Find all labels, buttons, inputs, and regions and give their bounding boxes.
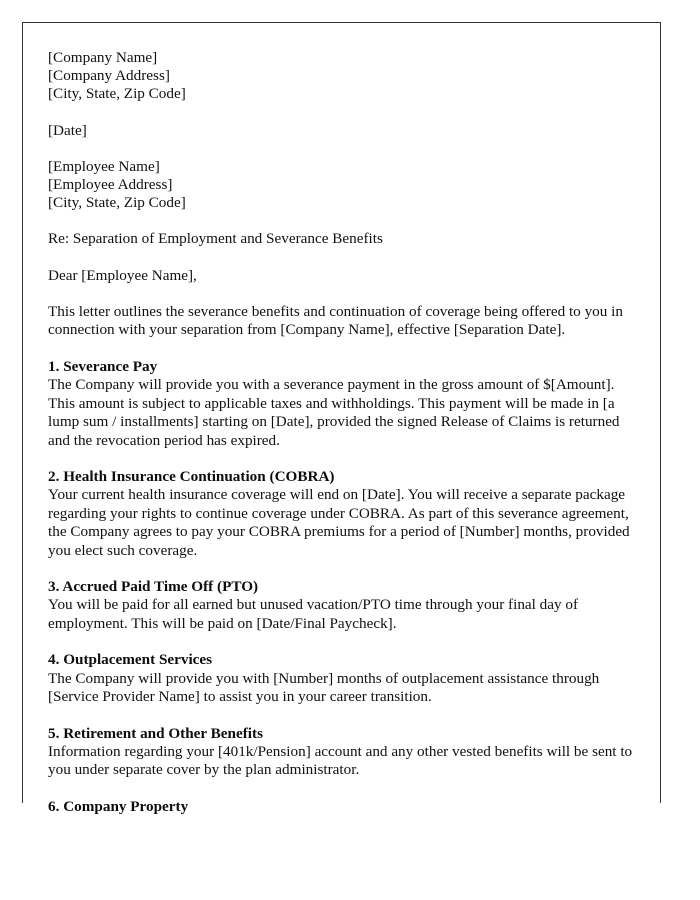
section-heading: 3. Accrued Paid Time Off (PTO) — [48, 578, 259, 596]
recipient-address-line-1: [Employee Name] — [48, 157, 160, 175]
section-body: You will be paid for all earned but unused vacation/PTO time through your final day of employment. This will be paid on [Date/Final Paycheck]. — [48, 596, 579, 632]
document-page — [22, 22, 661, 815]
intro-paragraph: This letter outlines the severance benefits and continuation of coverage being offered to you in connection with your separation from [Company Name], effective [Separation Date]. — [48, 302, 623, 339]
sender-address-line-2: [Company Address] — [48, 67, 170, 85]
section-heading: 2. Health Insurance Continuation (COBRA) — [48, 468, 335, 486]
section-retirement-benefits — [48, 725, 634, 780]
section-heading: 1. Severance Pay — [48, 358, 158, 376]
section-heading: 6. Company Property — [48, 797, 189, 815]
section-heading: 5. Retirement and Other Benefits — [48, 724, 263, 742]
subject-line: Re: Separation of Employment and Severance Benefits — [48, 230, 383, 248]
section-accrued-pto — [48, 578, 634, 633]
section-body: Information regarding your [401k/Pension] account and any other vested benefits will be sent to you under separate cover by the plan administrator. — [48, 742, 633, 779]
section-heading: 4. Outplacement Services — [48, 651, 213, 669]
recipient-address-line-3: [City, State, Zip Code] — [48, 194, 186, 212]
section-body: Your current health insurance coverage will end on [Date]. You will receive a separate package regarding your rights to continue coverage under COBRA. As part of this severance agreement, the Company agrees to pay your COBRA premiums for a period of [Number] months, provided you elect such coverage. — [48, 486, 630, 559]
section-severance-pay — [48, 358, 634, 450]
section-body: The Company will provide you with a severance payment in the gross amount of $[Amount]. This amount is subject to applicable taxes and withholdings. This payment will be made in [a lump sum / installments] starting on [Date], provided the signed Release of Claims is returned and the revocation period has expired. — [48, 376, 620, 449]
section-outplacement-services — [48, 651, 634, 706]
sender-address-line-1: [Company Name] — [48, 49, 158, 66]
section-health-insurance-cobra — [48, 468, 634, 560]
date-line: [Date] — [48, 121, 87, 139]
sender-address-block — [48, 49, 634, 104]
salutation: Dear [Employee Name], — [48, 266, 197, 284]
section-body: The Company will provide you with [Number] months of outplacement assistance through [Service Provider Name] to assist you in your career transition. — [48, 669, 600, 706]
recipient-address-line-2: [Employee Address] — [48, 176, 173, 194]
sender-address-line-3: [City, State, Zip Code] — [48, 85, 186, 103]
document-body — [23, 23, 660, 816]
recipient-address-block — [48, 158, 634, 213]
section-company-property — [48, 798, 634, 816]
